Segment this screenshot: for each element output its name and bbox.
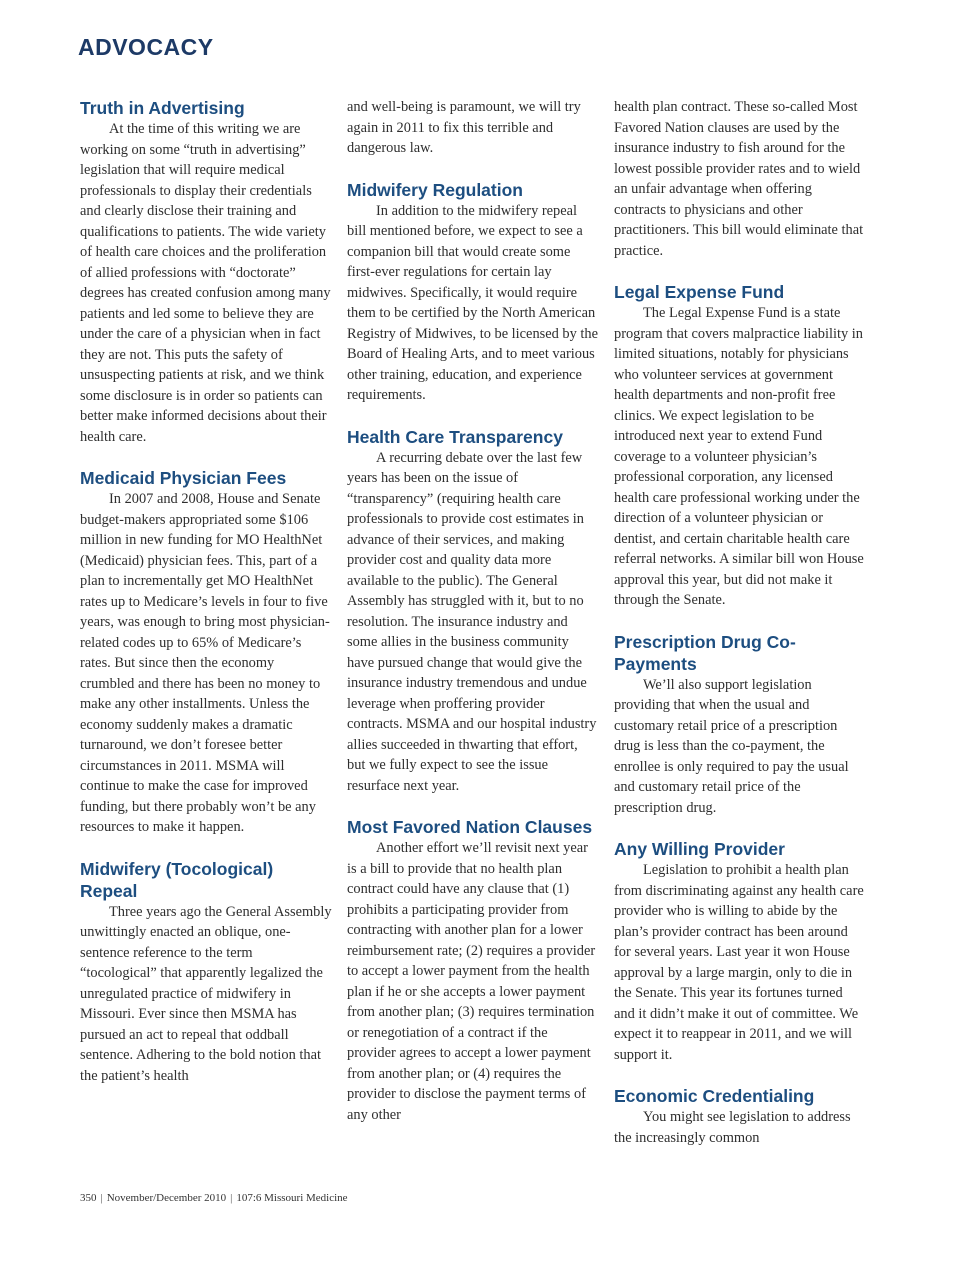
column-1 [80,97,332,1086]
journal-name: 107:6 Missouri Medicine [236,1192,348,1204]
page-number: 350 [80,1192,97,1204]
paragraph-legal-expense-fund: The Legal Expense Fund is a state program that covers malpractice liability in limited situations, notably for physicians who volunteer services at government health departments and non-profit free clinics. We expect legislation to be introduced next year to extend Fund coverage to a volunteer physician’s professional corporation, any licensed health care professional working under the direction of a volunteer physician or dentist, and certain charitable health care referral networks. A similar bill won House approval this year, but did not make it through the Senate. [614,305,864,608]
paragraph-truth-in-advertising: At the time of this writing we are working on some “truth in advertising” legislation that will require medical professionals to display their credentials and clearly disclose their training and qualifications to patients. The wide variety of health care choices and the proliferation of allied professions with “doctorate” degrees has created confusion among many patients and led some to believe they are under the care of a physician when in fact they are not. This puts the safety of unsuspecting patients at risk, and we think some disclosure is in order so patients can better make informed decisions about their health care. [80,121,331,445]
paragraph-prescription-drug-copayments: We’ll also support legislation providing that when the usual and customary retail price of a prescription drug is less than the co-payment, the enrollee is only required to pay the usual and customary retail price of the prescription drug. [614,676,849,816]
section-heading: ADVOCACY [78,34,214,60]
heading-midwifery-repeal: Midwifery (Tocological) Repeal [80,858,274,901]
paragraph-continued: health plan contract. These so-called Most Favored Nation clauses are used by the insurance industry to fish around for the lowest possible provider rates and to wield an unfair advantage when offering contracts to physicians and other practitioners. This bill would eliminate that practice. [614,99,864,259]
column-2 [347,97,599,1125]
page-footer [80,1192,348,1204]
heading-truth-in-advertising: Truth in Advertising [80,98,245,118]
paragraph-continued: and well-being is paramount, we will try again in 2011 to fix this terrible and dangerous law. [347,99,581,156]
issue-date: November/December 2010 [106,1192,227,1204]
heading-any-willing-provider: Any Willing Provider [614,839,785,859]
paragraph-medicaid-physician-fees: In 2007 and 2008, House and Senate budget-makers appropriated some $106 million in new funding for MO HealthNet (Medicaid) physician fees. This, part of a plan to incrementally get MO HealthNet rates up to Medicare’s levels in four to five years, was enough to bring most physician-related codes up to 65% of Medicare’s rates. But since then the economy crumbled and there has been no money to make any other installments. Unless the economy suddenly makes a dramatic turnaround, we don’t foresee better circumstances in 2011. MSMA will continue to make the case for improved funding, but there probably won’t be any resources to make it happen. [80,491,330,835]
footer-separator: | [100,1192,103,1204]
heading-economic-credentialing: Economic Credentialing [614,1086,815,1106]
heading-midwifery-regulation: Midwifery Regulation [347,179,523,200]
heading-prescription-drug-copayments: Prescription Drug Co-Payments [614,631,796,674]
footer-separator: | [230,1192,233,1204]
paragraph-economic-credentialing: You might see legislation to address the increasingly common [614,1109,851,1146]
heading-medicaid-physician-fees: Medicaid Physician Fees [80,468,287,488]
heading-most-favored-nation: Most Favored Nation Clauses [347,817,593,837]
paragraph-any-willing-provider: Legislation to prohibit a health plan from discriminating against any health care provider who is willing to abide by the plan’s provider contract has been around for several years. Last year it won House approval by a large margin, only to die in the Senate. This year its fortunes turned and it didn’t make it out of committee. We expect it to reappear in 2011, and we will support it. [614,862,864,1063]
paragraph-midwifery-regulation: In addition to the midwifery repeal bill mentioned before, we expect to see a companion bill that would create some first-ever regulations for certain lay midwives. Specifically, it would require them to be certified by the North American Registry of Midwives, to be licensed by the Board of Healing Arts, and to meet various other training, education, and experience requirements. [347,202,598,403]
paragraph-health-care-transparency: A recurring debate over the last few years has been on the issue of “transparency” (requiring health care professionals to provide cost estimates in advance of their services, and making provider cost and quality data more available to the public). The General Assembly has struggled with it, but to no resolution. The insurance industry and some allies in the business community have pursued change that would give the insurance industry tremendous and undue leverage when proffering provider contracts. MSMA and our hospital industry allies succeeded in thwarting that effort, but we fully expect to see the issue resurface next year. [347,449,597,794]
column-3 [614,97,866,1148]
heading-health-care-transparency: Health Care Transparency [347,426,563,447]
paragraph-midwifery-repeal: Three years ago the General Assembly unwittingly enacted an oblique, one-sentence reference to the term “tocological” that apparently legalized the unregulated practice of midwifery in Missouri. Ever since then MSMA has pursued an act to repeal that oddball sentence. Adhering to the bold notion that the patient’s health [80,903,332,1084]
paragraph-most-favored-nation: Another effort we’ll revisit next year is a bill to provide that no health plan contract could have any clause that (1) prohibits a participating provider from contracting with another plan for a lower reimbursement rate; (2) requires a provider to accept a lower payment from the health plan if he or she accepts a lower payment from another plan; (3) requires termination or renegotiation of a contract if the provider agrees to accept a lower payment from another plan; or (4) requires the provider to disclose the payment terms of any other [347,840,596,1123]
heading-legal-expense-fund: Legal Expense Fund [614,282,785,302]
